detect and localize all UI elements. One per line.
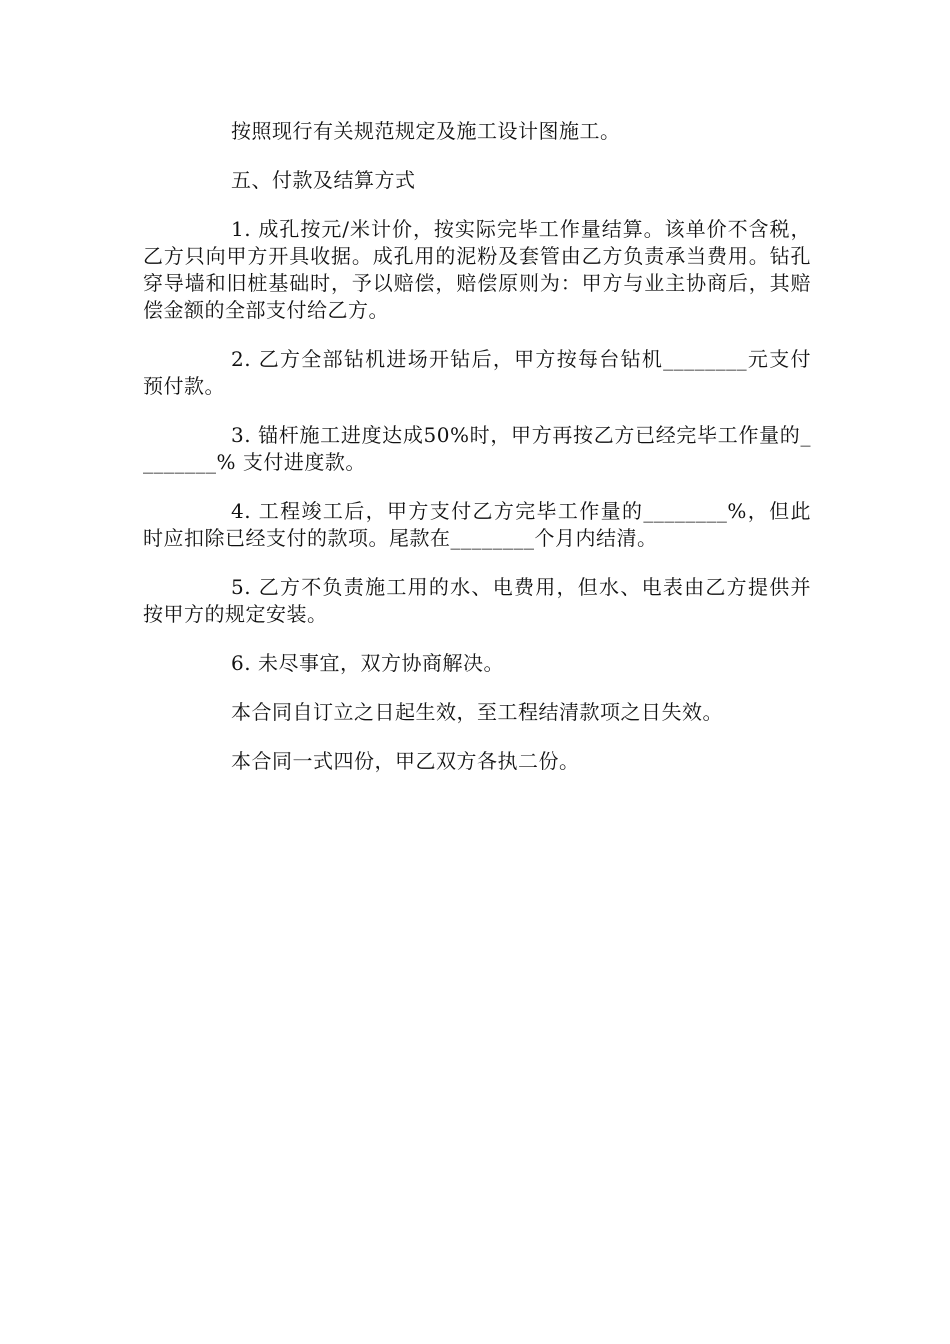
document-body (143, 118, 811, 797)
contract-copies: 本合同一式四份，甲乙双方各执二份。 (231, 749, 580, 773)
contract-validity: 本合同自订立之日起生效，至工程结清款项之日失效。 (231, 700, 723, 724)
clause-6-other-matters: 6. 未尽事宜，双方协商解决。 (231, 651, 504, 675)
clause-1-pricing: 1. 成孔按元/米计价，按实际完毕工作量结算。该单价不含税，乙方只向甲方开具收据。成孔用的泥粉及套管由乙方负责承当费用。钻孔穿导墙和旧桩基础时，予以赔偿，赔偿原则为：甲方与业主协商后，其赔偿金额的全部支付给乙方。 (143, 217, 811, 322)
section-heading-payment: 五、付款及结算方式 (231, 168, 416, 192)
clause-3-progress-payment: 3. 锚杆施工进度达成50%时，甲方再按乙方已经完毕工作量的________% 支付进度款。 (143, 423, 811, 474)
clause-4-final-payment: 4. 工程竣工后，甲方支付乙方完毕工作量的________%，但此时应扣除已经支付的款项。尾款在________个月内结清。 (143, 499, 811, 550)
clause-2-advance-payment: 2. 乙方全部钻机进场开钻后，甲方按每台钻机________元支付预付款。 (143, 347, 811, 398)
paragraph-construction-standard: 按照现行有关规范规定及施工设计图施工。 (231, 119, 621, 143)
clause-5-utilities: 5. 乙方不负责施工用的水、电费用，但水、电表由乙方提供并按甲方的规定安装。 (143, 575, 811, 626)
